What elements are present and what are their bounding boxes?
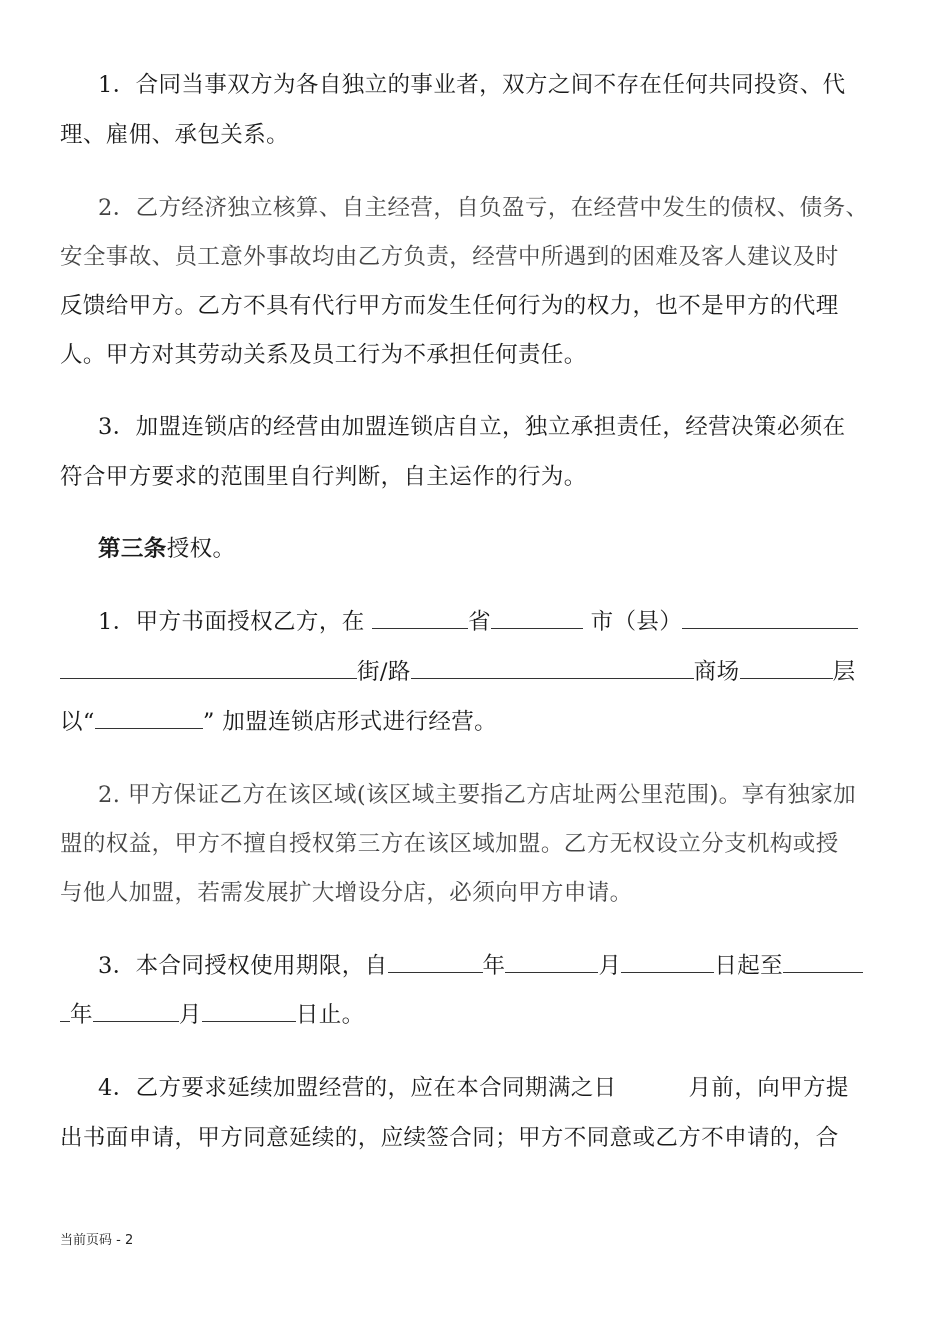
article-3-heading (98, 534, 235, 564)
end-month-blank (93, 1001, 179, 1022)
clause-2-line-4: 人。甲方对其劳动关系及员工行为不承担任何责任。 (60, 342, 587, 368)
end-day-blank (202, 1001, 296, 1022)
city-label: 市（县） (583, 609, 683, 635)
mall-blank (411, 658, 694, 679)
start-day-label: 日起至 (714, 953, 784, 979)
clause-3-line-2: 符合甲方要求的范围里自行判断，自主运作的行为。 (60, 464, 587, 490)
mall-label: 商场 (693, 659, 740, 685)
auth-1-line-3 (60, 707, 497, 737)
auth-4-line-2: 出书面申请，甲方同意延续的，应续签合同；甲方不同意或乙方不申请的，合 (60, 1125, 839, 1151)
auth-1-line-1 (98, 607, 858, 637)
street-blank (60, 658, 357, 679)
renewal-intro: 4．乙方要求延续加盟经营的，应在本合同期满之日 (98, 1075, 617, 1101)
auth-3-line-1 (98, 951, 863, 981)
street-label: 街/路 (357, 659, 411, 685)
clause-2-line-3: 反馈给甲方。乙方不具有代行甲方而发生任何行为的权力，也不是甲方的代理 (60, 293, 839, 319)
province-label: 省 (468, 609, 492, 635)
article-3-title: 第三条 (98, 536, 167, 562)
end-year-blank-a (783, 952, 863, 973)
end-month-label: 月 (178, 1002, 202, 1028)
city-blank (491, 608, 583, 629)
auth-2-line-2: 盟的权益，甲方不擅自授权第三方在该区域加盟。乙方无权设立分支机构或授 (60, 831, 839, 857)
article-3-subject: 授权。 (166, 536, 236, 562)
county-blank (682, 608, 858, 629)
floor-blank (740, 658, 833, 679)
auth-1-intro: 1．甲方书面授权乙方，在 (98, 609, 373, 635)
auth-3-line-2 (60, 1000, 365, 1030)
brand-close-text: ” 加盟连锁店形式进行经营。 (202, 709, 498, 735)
end-day-label: 日止。 (295, 1002, 365, 1028)
clause-1-line-1: 1．合同当事双方为各自独立的事业者，双方之间不存在任何共同投资、代 (98, 72, 846, 98)
start-year-blank (388, 952, 483, 973)
brand-open-quote: 以“ (60, 709, 95, 735)
auth-2-line-3: 与他人加盟，若需发展扩大增设分店，必须向甲方申请。 (60, 880, 633, 906)
start-month-blank (505, 952, 598, 973)
start-day-blank (621, 952, 714, 973)
renewal-rest: 月前，向甲方提 (688, 1075, 849, 1101)
auth-2-line-1: 2. 甲方保证乙方在该区域(该区域主要指乙方店址两公里范围)。享有独家加 (98, 782, 857, 808)
province-blank (372, 608, 468, 629)
clause-3-line-1: 3．加盟连锁店的经营由加盟连锁店自立，独立承担责任，经营决策必须在 (98, 414, 846, 440)
clause-1-line-2: 理、雇佣、承包关系。 (60, 122, 290, 148)
start-year-label: 年 (482, 953, 506, 979)
start-month-label: 月 (598, 953, 622, 979)
end-year-label: 年 (70, 1002, 93, 1028)
clause-2-line-1: 2．乙方经济独立核算、自主经营，自负盈亏，在经营中发生的债权、债务、 (98, 195, 869, 221)
brand-blank (95, 708, 203, 729)
floor-label: 层 (832, 659, 856, 685)
auth-1-line-2 (60, 657, 856, 687)
term-intro: 3．本合同授权使用期限，自 (98, 953, 388, 979)
auth-4-line-1 (98, 1073, 849, 1103)
page-number: 当前页码 - 2 (60, 1233, 134, 1248)
end-year-blank-b (60, 1001, 70, 1022)
clause-2-line-2: 安全事故、员工意外事故均由乙方负责，经营中所遇到的困难及客人建议及时 (60, 244, 839, 270)
